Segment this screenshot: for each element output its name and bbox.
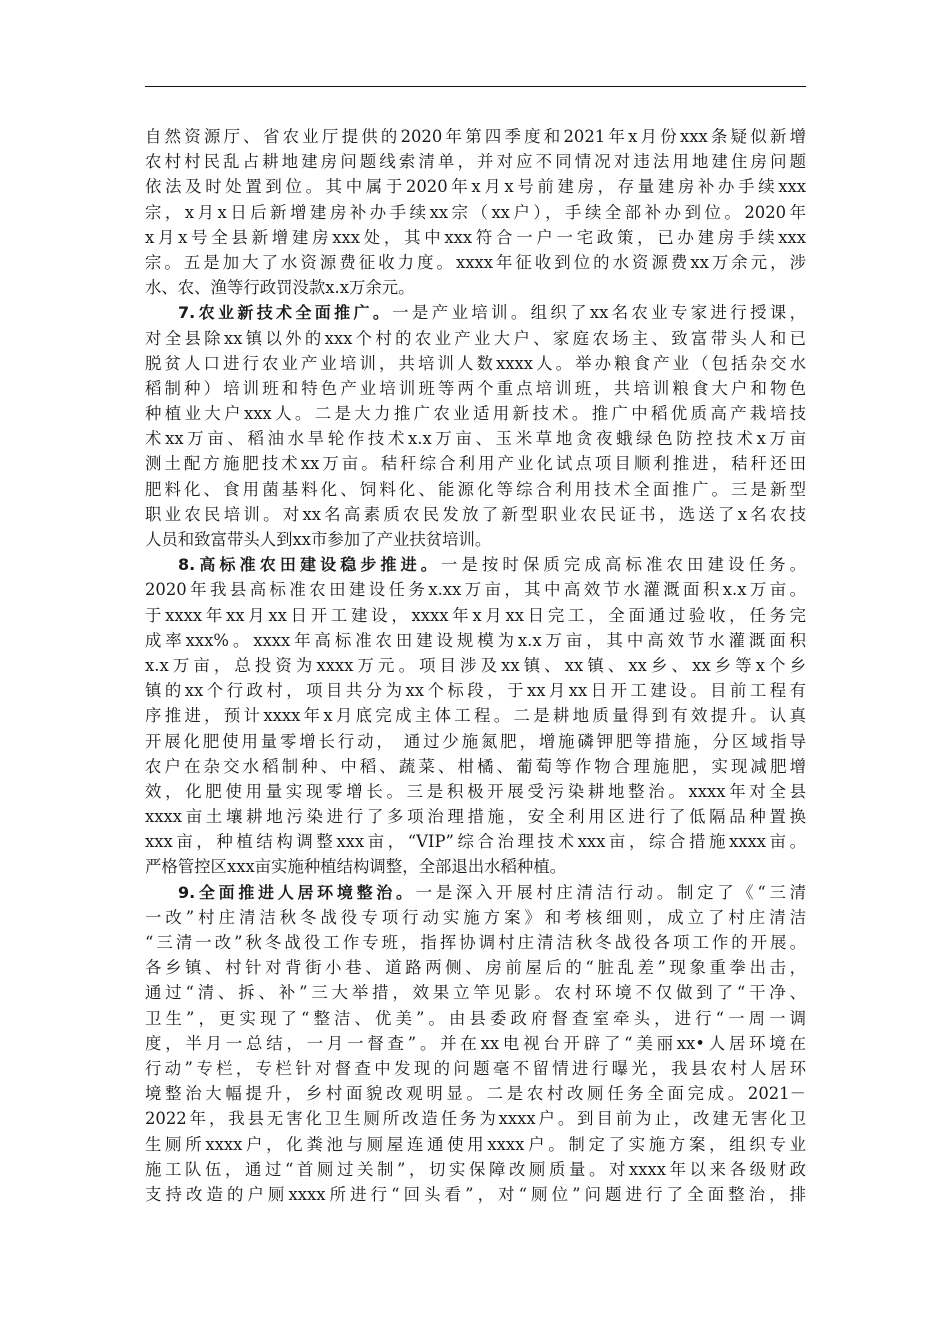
text-line: 严格管控区xxx亩实施种植结构调整，全部退出水稻种植。 (145, 857, 567, 877)
text-span: 一是按时保质完成高标准农田建设任务。 (440, 555, 806, 575)
text-line: 测土配方施肥技术xx万亩。秸秆综合利用产业化试点项目顺利推进，秸秆还田 (145, 454, 806, 474)
section-8-first-line (145, 552, 806, 577)
text-line: 农户在杂交水稻制种、中稻、蔬菜、柑橘、葡萄等作物合理施肥，实现减肥增 (145, 756, 806, 776)
paragraph-intro (145, 124, 806, 300)
header-rule (145, 86, 806, 87)
text-line: 各乡镇、村针对背街小巷、道路两侧、房前屋后的“脏乱差”现象重拳出击， (145, 958, 806, 978)
section-9-first-line (145, 880, 806, 905)
text-line: 脱贫人口进行农业产业培训，共培训人数xxxx人。举办粮食产业（包括杂交水 (145, 353, 806, 373)
text-line: 镇的xx个行政村，项目共分为xx个标段，于xx月xx日开工建设。目前工程有 (145, 681, 806, 701)
text-line: 种植业大户xxx人。二是大力推广农业适用新技术。推广中稻优质高产栽培技 (145, 404, 806, 424)
text-line: 依法及时处置到位。其中属于2020年x月x号前建房，存量建房补办手续xxx (145, 177, 806, 197)
section-8-heading: 8.高标准农田建设稳步推进。 (178, 555, 441, 575)
text-line: 术xx万亩、稻油水旱轮作技术x.x万亩、玉米草地贪夜蛾绿色防控技术x万亩 (145, 429, 806, 449)
text-line: xxxx亩土壤耕地污染进行了多项治理措施，安全利用区进行了低隔品种置换 (145, 807, 806, 827)
text-line: 度，半月一总结，一月一督查”。并在xx电视台开辟了“美丽xx•人居环境在 (145, 1033, 806, 1053)
text-line: 成率xxx%。xxxx年高标准农田建设规模为x.x万亩，其中高效节水灌溉面积 (145, 630, 806, 650)
text-line: 生厕所xxxx户，化粪池与厕屋连通使用xxxx户。制定了实施方案，组织专业 (145, 1134, 806, 1154)
text-line: 自然资源厅、省农业厅提供的2020年第四季度和2021年x月份xxx条疑似新增 (145, 127, 806, 146)
section-7-heading: 7.农业新技术全面推广。 (178, 303, 393, 323)
text-line: 卫生”，更实现了“整洁、优美”。由县委政府督查室牵头，进行“一周一调 (145, 1008, 806, 1028)
section-9-heading: 9.全面推进人居环境整治。 (178, 882, 416, 902)
text-line: 施工队伍，通过“首厕过关制”，切实保障改厕质量。对xxxx年以来各级财政 (145, 1159, 806, 1179)
text-line: 开展化肥使用量零增长行动， 通过少施氮肥，增施磷钾肥等措施，分区域指导 (145, 731, 806, 751)
text-line: 2020年我县高标准农田建设任务x.xx万亩，其中高效节水灌溉面积x.x万亩。 (145, 580, 806, 600)
text-line: 对全县除xx镇以外的xxx个村的农业产业大户、家庭农场主、致富带头人和已 (145, 328, 806, 348)
text-span: 一是深入开展村庄清洁行动。制定了《“三清 (415, 882, 806, 902)
text-line: 人员和致富带头人到xx市参加了产业扶贫培训。 (145, 530, 492, 549)
text-line: x月x号全县新增建房xxx处，其中xxx符合一户一宅政策，已办建房手续xxx (145, 227, 806, 247)
text-line: 序推进，预计xxxx年x月底完成主体工程。二是耕地质量得到有效提升。认真 (145, 706, 806, 726)
text-line: xxx亩，种植结构调整xxx亩，“VIP”综合治理技术xxx亩，综合措施xxxx亩。 (145, 832, 806, 852)
text-line: 宗，x月x日后新增建房补办手续xx宗（xx户），手续全部补办到位。2020年 (145, 202, 806, 222)
section-7-first-line (145, 300, 806, 325)
text-line: x.x万亩，总投资为xxxx万元。项目涉及xx镇、xx镇、xx乡、xx乡等x个乡 (145, 655, 806, 675)
section-9 (145, 880, 806, 1207)
text-line: 行动”专栏，专栏针对督查中发现的问题毫不留情进行曝光，我县农村人居环 (145, 1058, 806, 1078)
text-line: 支持改造的户厕xxxx所进行“回头看”，对“厕位”问题进行了全面整治，排 (145, 1184, 806, 1204)
text-line: 稻制种）培训班和特色产业培训班等两个重点培训班，共培训粮食大户和物色 (145, 378, 806, 398)
text-line: 2022年，我县无害化卫生厕所改造任务为xxxx户。到目前为止，改建无害化卫 (145, 1109, 806, 1129)
document-body (145, 124, 806, 1207)
text-line: 于xxxx年xx月xx日开工建设，xxxx年x月xx日完工，全面通过验收，任务完 (145, 605, 806, 625)
text-line: “三清一改”秋冬战役工作专班，指挥协调村庄清洁秋冬战役各项工作的开展。 (145, 933, 806, 952)
text-line: 水、农、渔等行政罚没款x.x万余元。 (145, 278, 415, 298)
text-span: 一是产业培训。组织了xx名农业专家进行授课， (392, 303, 806, 323)
text-line: 农村村民乱占耕地建房问题线索清单，并对应不同情况对违法用地建住房问题 (145, 152, 806, 172)
text-line: 宗。五是加大了水资源费征收力度。xxxx年征收到位的水资源费xx万余元，涉 (145, 252, 806, 272)
section-7 (145, 300, 806, 552)
section-8 (145, 552, 806, 879)
text-line: 肥料化、食用菌基料化、饲料化、能源化等综合利用技术全面推广。三是新型 (145, 479, 806, 499)
text-line: 一改”村庄清洁秋冬战役专项行动实施方案》和考核细则，成立了村庄清洁 (145, 907, 806, 927)
text-line: 境整治大幅提升，乡村面貌改观明显。二是农村改厕任务全面完成。2021－ (145, 1084, 806, 1104)
text-line: 职业农民培训。对xx名高素质农民发放了新型职业农民证书，选送了x名农技 (145, 504, 806, 524)
text-line: 效，化肥使用量实现零增长。三是积极开展受污染耕地整治。xxxx年对全县 (145, 781, 806, 801)
text-line: 通过“清、拆、补”三大举措，效果立竿见影。农村环境不仅做到了“干净、 (145, 983, 806, 1003)
